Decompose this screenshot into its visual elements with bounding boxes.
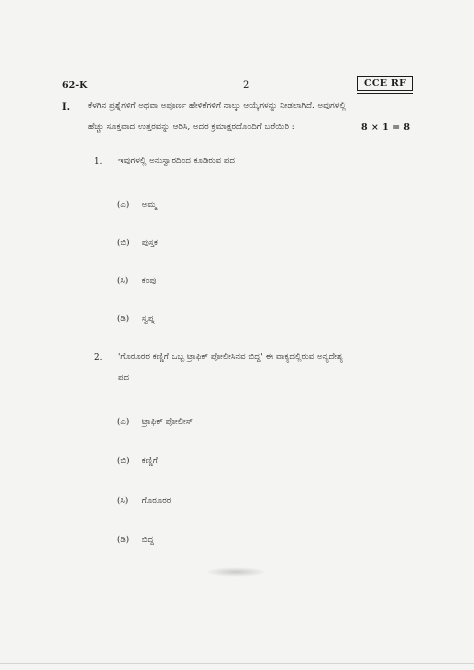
question-text-continued: ಪದ [118, 373, 130, 383]
option-text: ಗೊರೂರರ [141, 496, 172, 506]
question-text: ಇವುಗಳಲ್ಲಿ ಅನುಸ್ವಾರದಿಂದ ಕೂಡಿರುವ ಪದ [118, 156, 235, 166]
option-text: ಕಂಪು [141, 276, 157, 286]
instruction-line-2: ಹೆಚ್ಚು ಸೂಕ್ತವಾದ ಉತ್ತರವನ್ನು ಆರಿಸಿ, ಅದರ ಕ್ರಮಾಕ್ಷರದೊಂದಿಗೆ ಬರೆಯಿರಿ : [88, 122, 295, 132]
option-text: ಟ್ರಾಫಿಕ್ ಪೋಲೀಸ್ [141, 417, 194, 427]
instruction-line-1: ಕೆಳಗಿನ ಪ್ರಶ್ನೆಗಳಿಗೆ ಅಥವಾ ಅಪೂರ್ಣ ಹೇಳಿಕೆಗಳಿಗೆ ನಾಲ್ಕು ಆಯ್ಕೆಗಳನ್ನು ನೀಡಲಾಗಿದೆ. ಅವುಗಳಲ್ಲಿ [88, 101, 346, 111]
option-text: ಪುಸ್ತಕ [141, 238, 158, 248]
option-b [117, 456, 158, 466]
question-number: 2. [94, 353, 103, 363]
option-c [117, 496, 171, 506]
cce-rf-box: CCE RF [357, 76, 413, 91]
scan-smudge [205, 567, 267, 577]
option-label: (ಎ) [117, 417, 130, 427]
option-label: (ಬಿ) [117, 238, 130, 248]
option-text: ಕಣ್ಣಿಗೆ [141, 456, 158, 466]
option-a [117, 200, 157, 210]
option-text: ಬಿದ್ದ [141, 535, 154, 545]
option-label: (ಡಿ) [117, 535, 130, 545]
option-d [117, 314, 155, 324]
paper-code: 62-K [62, 80, 88, 91]
page-number: 2 [243, 80, 250, 91]
option-c [117, 276, 156, 286]
option-text: ಸ್ವಪ್ನ [141, 314, 155, 324]
option-label: (ಸಿ) [117, 496, 129, 506]
option-label: (ಸಿ) [117, 276, 129, 286]
option-text: ಅಮ್ಮ [141, 200, 157, 210]
marks-allocation: 8 × 1 = 8 [361, 122, 410, 133]
page-bottom-edge [0, 663, 474, 664]
option-label: (ಡಿ) [117, 314, 130, 324]
option-label: (ಬಿ) [117, 456, 130, 466]
option-d [117, 535, 154, 545]
question-text: 'ಗೊರೂರರ ಕಣ್ಣಿಗೆ ಒಬ್ಬ ಟ್ರಾಫಿಕ್ ಪೋಲೀಸಿನವ ಬಿದ್ದ' ಈ ವಾಕ್ಯದಲ್ಲಿರುವ ಅನ್ಯದೇಶ್ಯ [118, 352, 343, 362]
question-number: 1. [94, 157, 103, 167]
option-a [117, 417, 193, 427]
option-label: (ಎ) [117, 200, 130, 210]
option-b [117, 238, 158, 248]
section-number: I. [62, 102, 71, 113]
